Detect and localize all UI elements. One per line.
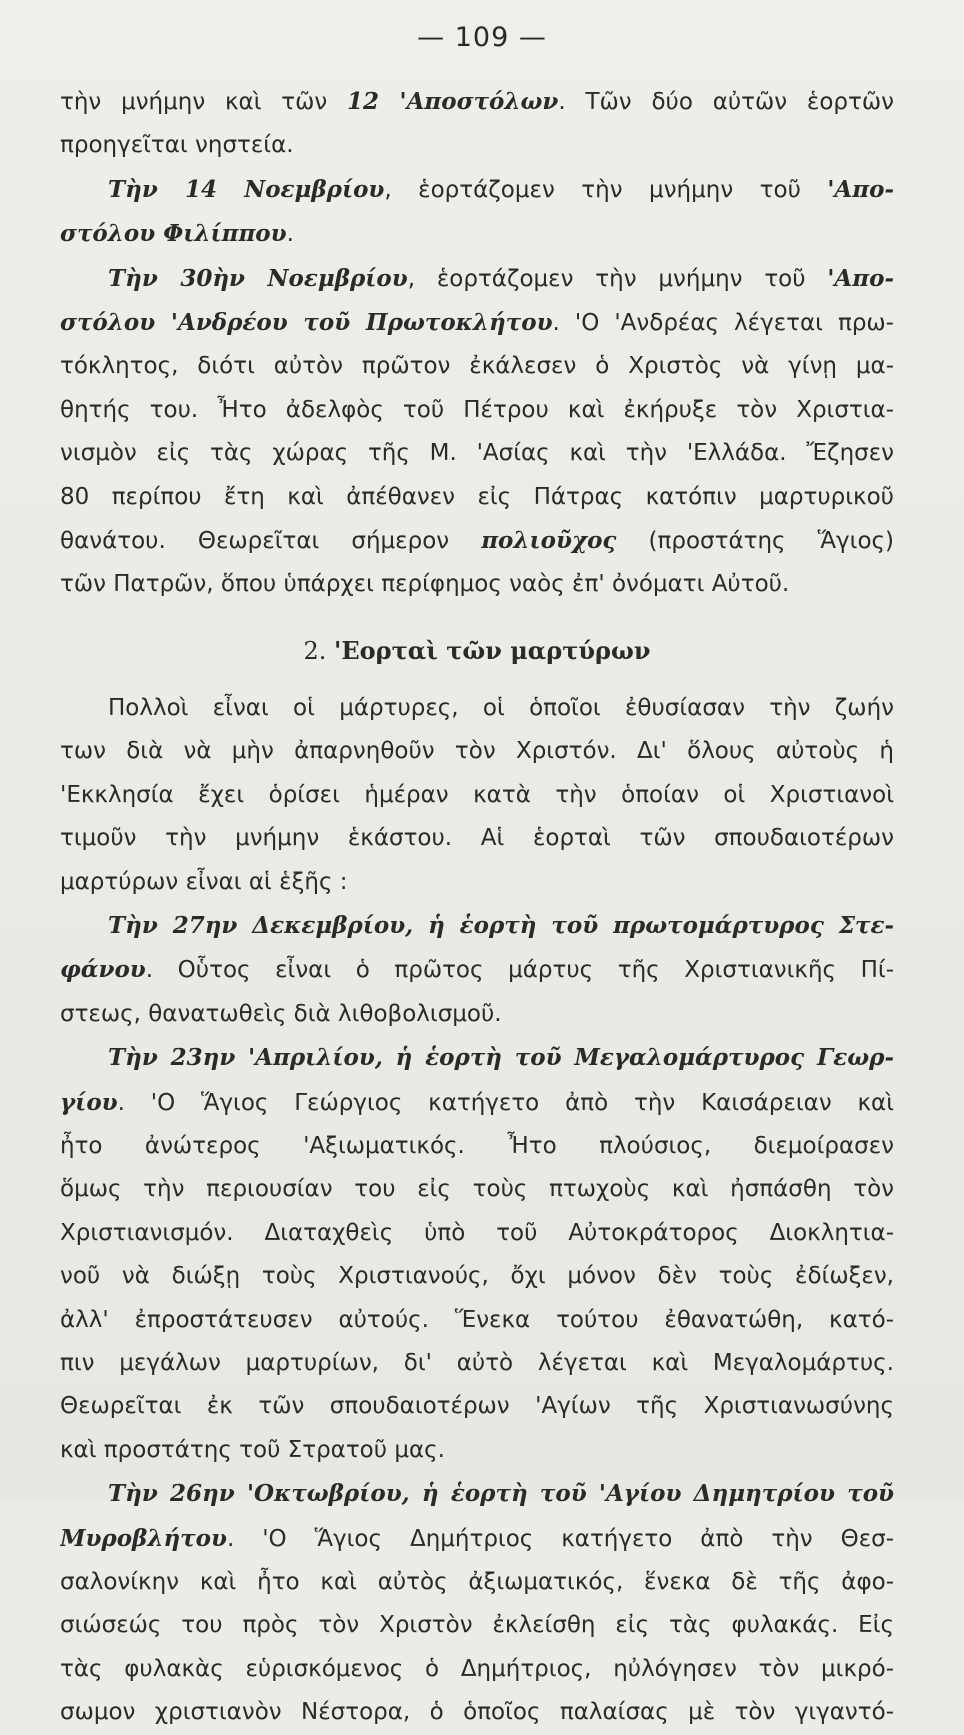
emphasized-text: Τὴν 30ὴν Νοεμβρίου [108, 264, 408, 292]
line-text: προηγεῖται νηστεία. [60, 132, 294, 159]
text-line [60, 993, 894, 1036]
text-line [60, 1342, 894, 1385]
text-line [60, 1691, 894, 1734]
text-line [60, 124, 894, 167]
line-text: τὴν μνήμην καὶ τῶν [60, 89, 348, 115]
line-text: στεως, θανατωθεὶς διὰ λιθοβολισμοῦ. [60, 1000, 502, 1027]
emphasized-text: φάνου [60, 956, 146, 984]
line-text: . Οὗτος εἶναι ὁ πρῶτος μάρτυς τῆς Χριστιανικῆς Πί- [145, 957, 894, 984]
emphasized-text: στόλου 'Ανδρέου τοῦ Πρωτοκλήτου [60, 309, 553, 337]
line-text: , ἑορτάζομεν τὴν μνήμην τοῦ [384, 176, 828, 203]
line-text: . 'Ο Ἅγιος Γεώργιος κατήγετο ἀπὸ τὴν Καισάρειαν καὶ [117, 1089, 894, 1116]
line-text: . Τῶν δύο αὐτῶν ἑορτῶν [558, 89, 894, 115]
emphasized-text: 'Απο- [827, 264, 894, 292]
emphasized-text: 12 'Αποστόλων [347, 88, 559, 115]
line-text: σαλονίκην καὶ ἦτο καὶ αὐτὸς ἀξιωματικός, ἕνεκα δὲ τῆς ἀφο- [60, 1569, 894, 1595]
section-heading [60, 625, 894, 677]
text-line [60, 1385, 894, 1428]
line-text: Χριστιανισμόν. Διαταχθεὶς ὑπὸ τοῦ Αὐτοκράτορος Διοκλητια- [60, 1219, 894, 1246]
text-line [60, 1036, 894, 1080]
line-text: 'Εκκλησία ἔχει ὁρίσει ἡμέραν κατὰ τὴν ὁποίαν οἱ Χριστιανοὶ [60, 781, 894, 808]
line-text: . 'Ο 'Ανδρέας λέγεται πρω- [552, 310, 894, 337]
line-text: Πολλοὶ εἶναι οἱ μάρτυρες, οἱ ὁποῖοι ἐθυσίασαν τὴν ζωήν [108, 694, 894, 721]
section-number: 2. [303, 636, 327, 665]
text-line [60, 1255, 894, 1298]
line-text: νισμὸν εἰς τὰς χώρας τῆς Μ. 'Ασίας καὶ τὴν 'Ελλάδα. Ἔζησεν [60, 440, 894, 467]
emphasized-text: πολιοῦχος [481, 527, 617, 555]
text-line [60, 1561, 894, 1604]
line-text: ἀλλ' ἐπροστάτευσεν αὐτούς. Ἕνεκα τούτου ἐθανατώθη, κατό- [60, 1306, 894, 1333]
text-line [60, 1648, 894, 1691]
line-text: ἦτο ἀνώτερος 'Αξιωματικός. Ἦτο πλούσιος, διεμοίρασεν [60, 1132, 894, 1159]
emphasized-text: 'Απο- [827, 175, 894, 203]
text-line [60, 687, 894, 730]
text-line [60, 519, 894, 563]
emphasized-text: Τὴν 27ην Δεκεμβρίου, ἡ ἑορτὴ τοῦ πρωτομάρτυρος Στε- [108, 911, 894, 939]
emphasized-text: γίου [60, 1088, 118, 1116]
text-line [60, 1212, 894, 1255]
line-text: των διὰ νὰ μὴν ἀπαρνηθοῦν τὸν Χριστόν. Δι' ὅλους αὐτοὺς ἡ [60, 738, 894, 765]
text-line [60, 389, 894, 432]
line-text: θητής του. Ἦτο ἀδελφὸς τοῦ Πέτρου καὶ ἐκήρυξε τὸν Χριστια- [60, 396, 894, 423]
line-text: θανάτου. Θεωρεῖται σήμερον [60, 528, 482, 555]
line-text: τῶν Πατρῶν, ὅπου ὑπάρχει περίφημος ναὸς ἐπ' ὀνόματι Αὐτοῦ. [60, 571, 790, 598]
text-line [60, 563, 894, 606]
line-text: τόκλητος, διότι αὐτὸν πρῶτον ἐκάλεσεν ὁ Χριστὸς νὰ γίνῃ μα- [60, 353, 894, 380]
text-line [60, 1168, 894, 1211]
line-text: 80 περίπου ἔτη καὶ ἀπέθανεν εἰς Πάτρας κατόπιν μαρτυρικοῦ [60, 483, 894, 510]
emphasized-text: Μυροβλήτου [60, 1524, 227, 1552]
text-line [60, 1472, 894, 1516]
page-number: — 109 — [417, 22, 547, 53]
emphasized-text: Τὴν 14 Νοεμβρίου [108, 175, 385, 203]
line-text: , ἑορτάζομεν τὴν μνήμην τοῦ [407, 265, 828, 292]
text-line [60, 817, 894, 860]
text-line [60, 774, 894, 817]
text-line [60, 168, 894, 212]
text-line [60, 212, 894, 256]
text-line [60, 1125, 894, 1168]
emphasized-text: Τὴν 23ην 'Απριλίου, ἡ ἑορτὴ τοῦ Μεγαλομάρτυρος Γεωρ- [108, 1044, 894, 1072]
text-block-top [60, 80, 894, 607]
line-text: πιν μεγάλων μαρτυρίων, δι' αὐτὸ λέγεται καὶ Μεγαλομάρτυς. [60, 1349, 894, 1376]
emphasized-text: Τὴν 26ην 'Οκτωβρίου, ἡ ἑορτὴ τοῦ 'Αγίου Δημητρίου τοῦ [108, 1480, 894, 1508]
line-text: (προστάτης Ἅγιος) [616, 528, 894, 555]
text-line [60, 948, 894, 992]
line-text: καὶ προστάτης τοῦ Στρατοῦ μας. [60, 1436, 445, 1463]
text-line [60, 1299, 894, 1342]
text-line [60, 904, 894, 948]
line-text: νοῦ νὰ διώξῃ τοὺς Χριστιανούς, ὄχι μόνον δὲν τοὺς ἐδίωξεν, [60, 1263, 894, 1290]
line-text: ὅμως τὴν περιουσίαν του εἰς τοὺς πτωχοὺς καὶ ἠσπάσθη τὸν [60, 1176, 894, 1203]
line-text: τιμοῦν τὴν μνήμην ἑκάστου. Αἱ ἑορταὶ τῶν σπουδαιοτέρων [60, 825, 894, 852]
text-line [60, 301, 894, 345]
text-line [60, 861, 894, 904]
text-line [60, 1081, 894, 1125]
line-text: . 'Ο Ἅγιος Δημήτριος κατήγετο ἀπὸ τὴν Θεσ- [226, 1525, 894, 1552]
emphasized-text: στόλου Φιλίππου [60, 220, 287, 248]
line-text: . [286, 221, 294, 248]
text-line [60, 1429, 894, 1472]
text-line [60, 476, 894, 519]
line-text: σιώσεώς του πρὸς τὸν Χριστὸν ἐκλείσθη εἰς τὰς φυλακάς. Εἰς [60, 1612, 894, 1639]
text-block-bottom [60, 687, 894, 1735]
text-line [60, 257, 894, 301]
line-text: Θεωρεῖται ἐκ τῶν σπουδαιοτέρων 'Αγίων τῆς Χριστιανωσύνης [60, 1393, 894, 1420]
text-line [60, 345, 894, 388]
line-text: σωμον χριστιανὸν Νέστορα, ὁ ὁποῖος παλαίσας μὲ τὸν γιγαντό- [60, 1699, 894, 1726]
line-text: τὰς φυλακὰς εὑρισκόμενος ὁ Δημήτριος, ηὐλόγησεν τὸν μικρό- [60, 1655, 894, 1682]
text-line [60, 432, 894, 475]
section-title: 'Εορταὶ τῶν μαρτύρων [334, 635, 651, 665]
text-line [60, 1604, 894, 1647]
line-text: μαρτύρων εἶναι αἱ ἑξῆς : [60, 868, 348, 895]
page-body [60, 80, 894, 1735]
text-line [60, 1517, 894, 1561]
text-line [60, 730, 894, 773]
text-line [60, 80, 894, 124]
